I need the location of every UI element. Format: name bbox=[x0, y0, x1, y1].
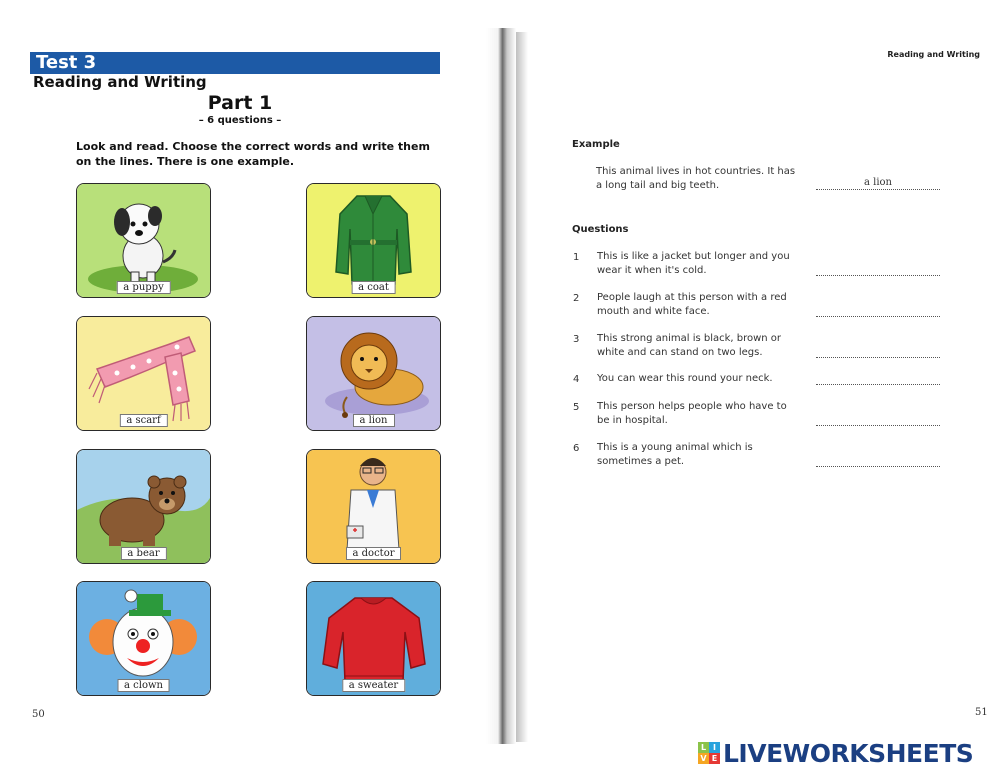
picture-card-coat bbox=[306, 183, 441, 298]
running-header: Reading and Writing bbox=[887, 50, 980, 59]
logo-letter: I bbox=[709, 742, 720, 753]
page-number-right: 51 bbox=[975, 707, 988, 718]
question-number: 3 bbox=[573, 334, 580, 345]
card-label: a bear bbox=[120, 547, 166, 560]
logo-letter: E bbox=[709, 753, 720, 764]
instructions: Look and read. Choose the correct words and write them on the lines. There is one example. bbox=[76, 140, 430, 168]
card-label: a scarf bbox=[119, 414, 167, 427]
example-text: This animal lives in hot countries. It has a long tail and big teeth. bbox=[596, 166, 796, 191]
liveworksheets-icon bbox=[698, 742, 720, 764]
part-title: Part 1 bbox=[207, 92, 273, 114]
logo-letter: L bbox=[698, 742, 709, 753]
picture-card-lion bbox=[306, 316, 441, 431]
questions-heading: Questions bbox=[572, 224, 629, 235]
page-number-left: 50 bbox=[32, 709, 45, 720]
logo-letter: V bbox=[698, 753, 709, 764]
card-label: a doctor bbox=[346, 547, 402, 560]
part-subtitle: – 6 questions – bbox=[198, 115, 282, 126]
answer-line-4[interactable] bbox=[816, 372, 940, 385]
card-label: a puppy bbox=[116, 281, 170, 294]
question-text: This strong animal is black, brown or white and can stand on two legs. bbox=[597, 333, 782, 358]
card-label: a clown bbox=[117, 679, 170, 692]
liveworksheets-logo bbox=[698, 740, 973, 766]
question-number: 4 bbox=[573, 374, 580, 385]
question-number: 2 bbox=[573, 293, 580, 304]
question-number: 5 bbox=[573, 402, 580, 413]
test-banner: Test 3 bbox=[30, 52, 440, 74]
question-text: This is a young animal which is sometimes a pet. bbox=[597, 442, 753, 467]
question-number: 6 bbox=[573, 443, 580, 454]
answer-line-1[interactable] bbox=[816, 263, 940, 276]
card-label: a coat bbox=[351, 281, 396, 294]
answer-line-3[interactable] bbox=[816, 345, 940, 358]
answer-line-2[interactable] bbox=[816, 304, 940, 317]
picture-card-sweater bbox=[306, 581, 441, 696]
section-title: Reading and Writing bbox=[33, 73, 207, 91]
card-label: a lion bbox=[353, 414, 395, 427]
example-answer: a lion bbox=[816, 177, 940, 190]
picture-card-puppy bbox=[76, 183, 211, 298]
picture-card-scarf bbox=[76, 316, 211, 431]
example-heading: Example bbox=[572, 139, 620, 150]
picture-card-doctor bbox=[306, 449, 441, 564]
question-text: This is like a jacket but longer and you wear it when it's cold. bbox=[597, 251, 790, 276]
answer-line-6[interactable] bbox=[816, 454, 940, 467]
card-label: a sweater bbox=[342, 679, 405, 692]
question-text: You can wear this round your neck. bbox=[597, 373, 773, 384]
book-gutter bbox=[486, 28, 516, 744]
question-text: People laugh at this person with a red mouth and white face. bbox=[597, 292, 787, 317]
question-text: This person helps people who have to be in hospital. bbox=[597, 401, 787, 426]
answer-line-5[interactable] bbox=[816, 413, 940, 426]
question-number: 1 bbox=[573, 252, 580, 263]
spine-shadow bbox=[516, 32, 528, 742]
picture-card-clown bbox=[76, 581, 211, 696]
picture-card-bear bbox=[76, 449, 211, 564]
brand-text: LIVEWORKSHEETS bbox=[723, 738, 974, 768]
